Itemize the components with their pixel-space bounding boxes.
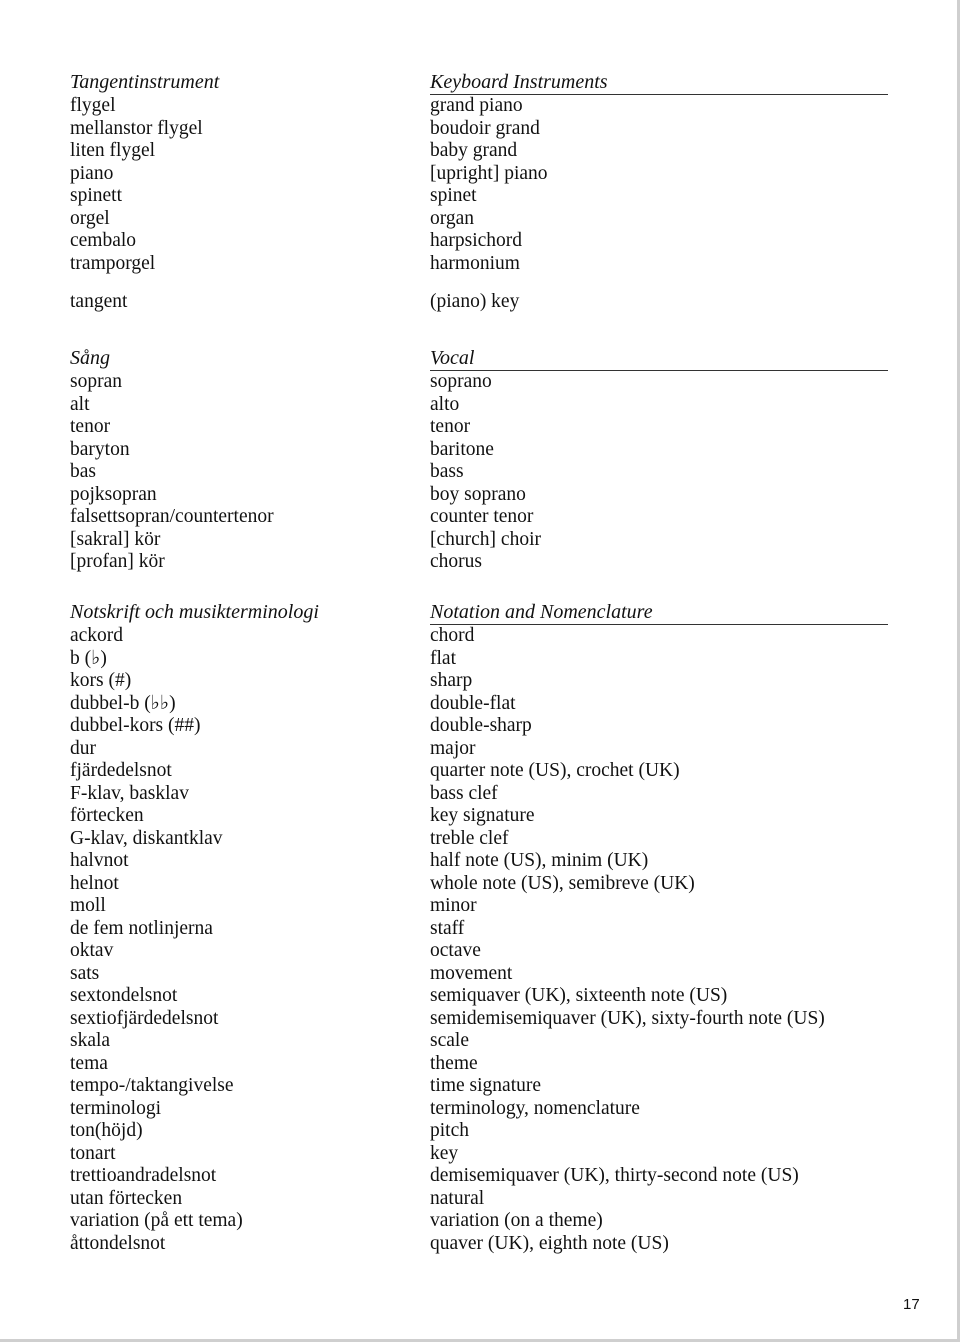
term-swedish: ton(höjd) [70, 1120, 143, 1141]
term-swedish: tenor [70, 416, 111, 437]
term-swedish: tonart [70, 1142, 116, 1164]
term-english: semidemisemiquaver (UK), sixty-fourth note (US) [430, 1007, 825, 1029]
term-row [0, 625, 960, 648]
term-swedish: variation (på ett tema) [70, 1210, 243, 1231]
section-keyboard [0, 69, 960, 314]
term-row [0, 1008, 960, 1031]
term-row [0, 439, 960, 462]
term-swedish: kors (#) [70, 670, 132, 691]
term-row-extra [0, 291, 960, 314]
term-english: tenor [430, 416, 471, 437]
term-english: alto [430, 393, 460, 415]
term-english: soprano [430, 371, 492, 392]
term-row [0, 940, 960, 963]
heading-swedish: Notskrift och musikterminologi [70, 601, 319, 623]
term-swedish: spinett [70, 185, 122, 206]
term-swedish: oktav [70, 940, 114, 961]
term-english: scale [430, 1030, 469, 1051]
term-swedish: orgel [70, 207, 110, 229]
term-english: variation (on a theme) [430, 1210, 603, 1231]
term-swedish: sopran [70, 371, 122, 392]
term-english: time signature [430, 1075, 542, 1096]
term-row [0, 118, 960, 141]
term-english: counter tenor [430, 506, 534, 527]
term-english: terminology, nomenclature [430, 1097, 640, 1119]
term-row [0, 394, 960, 417]
term-row [0, 253, 960, 276]
term-swedish: [sakral] kör [70, 528, 161, 550]
heading-swedish: Sång [70, 347, 110, 369]
term-row [0, 783, 960, 806]
term-english: organ [430, 207, 475, 229]
term-row [0, 850, 960, 873]
term-english: sharp [430, 670, 473, 691]
term-swedish: terminologi [70, 1097, 161, 1119]
term-swedish: alt [70, 393, 90, 415]
term-row [0, 1053, 960, 1076]
term-row [0, 506, 960, 529]
term-row [0, 208, 960, 231]
term-swedish: pojksopran [70, 483, 157, 505]
term-english: staff [430, 917, 465, 939]
term-english: spinet [430, 185, 477, 206]
term-swedish: tema [70, 1052, 108, 1074]
term-row [0, 1233, 960, 1256]
term-row [0, 1143, 960, 1166]
term-english: movement [430, 962, 513, 984]
heading-english: Notation and Nomenclature [430, 601, 653, 623]
term-row [0, 1098, 960, 1121]
term-english: baby grand [430, 140, 518, 161]
term-row [0, 484, 960, 507]
term-row [0, 918, 960, 941]
term-list [0, 95, 960, 275]
term-row [0, 551, 960, 574]
term-row [0, 1188, 960, 1211]
term-swedish: dubbel-b (♭♭) [70, 692, 176, 714]
term-swedish: sats [70, 962, 100, 984]
term-swedish: halvnot [70, 850, 129, 871]
term-english: flat [430, 647, 456, 669]
term-swedish: fjärdedelsnot [70, 760, 172, 781]
term-swedish: helnot [70, 872, 119, 894]
term-english: double-flat [430, 692, 516, 714]
term-swedish: tangent [70, 291, 128, 312]
term-row [0, 416, 960, 439]
term-english: semiquaver (UK), sixteenth note (US) [430, 985, 728, 1006]
term-swedish: sextiofjärdedelsnot [70, 1007, 219, 1029]
term-english: pitch [430, 1120, 469, 1141]
heading-english: Keyboard Instruments [430, 71, 608, 93]
term-row [0, 985, 960, 1008]
term-swedish: cembalo [70, 230, 137, 251]
term-swedish: mellanstor flygel [70, 117, 203, 139]
term-swedish: tramporgel [70, 252, 156, 274]
term-row [0, 1075, 960, 1098]
term-swedish: sextondelsnot [70, 985, 178, 1006]
term-row [0, 715, 960, 738]
term-swedish: skala [70, 1030, 111, 1051]
term-english: bass [430, 461, 464, 482]
term-row [0, 163, 960, 186]
term-english: octave [430, 940, 481, 961]
term-swedish: F-klav, basklav [70, 782, 189, 804]
term-swedish: dubbel-kors (##) [70, 715, 201, 736]
term-swedish: falsettsopran/countertenor [70, 506, 274, 527]
term-row [0, 529, 960, 552]
term-english: grand piano [430, 95, 523, 116]
term-english: treble clef [430, 827, 509, 849]
term-row [0, 760, 960, 783]
term-english: chorus [430, 551, 482, 572]
term-row [0, 1120, 960, 1143]
term-swedish: [profan] kör [70, 551, 165, 572]
term-swedish: piano [70, 162, 114, 184]
term-english: natural [430, 1187, 485, 1209]
term-english: half note (US), minim (UK) [430, 850, 649, 871]
term-row [0, 828, 960, 851]
term-english: double-sharp [430, 715, 532, 736]
term-swedish: flygel [70, 95, 116, 116]
term-english: baritone [430, 438, 494, 460]
term-row [0, 895, 960, 918]
term-list [0, 625, 960, 1255]
term-row [0, 648, 960, 671]
term-english: [upright] piano [430, 162, 548, 184]
term-english: key [430, 1142, 459, 1164]
term-english: theme [430, 1052, 478, 1074]
term-row [0, 738, 960, 761]
term-english: whole note (US), semibreve (UK) [430, 872, 695, 894]
term-row [0, 140, 960, 163]
term-row [0, 371, 960, 394]
section-header [0, 345, 960, 371]
term-english: quaver (UK), eighth note (US) [430, 1232, 669, 1254]
term-english: harpsichord [430, 230, 523, 251]
term-row [0, 1030, 960, 1053]
term-swedish: förtecken [70, 805, 144, 826]
term-english: bass clef [430, 782, 498, 804]
section-notation [0, 599, 960, 1255]
term-row [0, 805, 960, 828]
heading-swedish: Tangentinstrument [70, 71, 220, 93]
term-row [0, 95, 960, 118]
term-row [0, 1210, 960, 1233]
term-swedish: de fem notlinjerna [70, 917, 213, 939]
term-row [0, 230, 960, 253]
term-row [0, 873, 960, 896]
term-row [0, 670, 960, 693]
term-english: chord [430, 625, 475, 646]
term-english: (piano) key [430, 291, 520, 312]
heading-english: Vocal [430, 347, 475, 369]
page-number: 17 [903, 1296, 920, 1313]
term-row [0, 963, 960, 986]
section-vocal [0, 345, 960, 574]
term-swedish: dur [70, 737, 96, 759]
term-row [0, 1165, 960, 1188]
section-header [0, 599, 960, 625]
term-swedish: G-klav, diskantklav [70, 827, 223, 849]
term-row [0, 461, 960, 484]
term-list [0, 371, 960, 574]
term-swedish: åttondelsnot [70, 1232, 166, 1254]
term-swedish: tempo-/taktangivelse [70, 1075, 234, 1096]
term-row [0, 185, 960, 208]
section-header [0, 69, 960, 95]
term-english: demisemiquaver (UK), thirty-second note (US) [430, 1165, 799, 1186]
term-english: boudoir grand [430, 117, 540, 139]
term-swedish: ackord [70, 625, 124, 646]
term-english: quarter note (US), crochet (UK) [430, 760, 680, 781]
term-swedish: b (♭) [70, 647, 107, 669]
term-english: minor [430, 895, 477, 916]
term-swedish: liten flygel [70, 140, 156, 161]
term-english: [church] choir [430, 528, 541, 550]
term-swedish: bas [70, 461, 96, 482]
term-english: major [430, 737, 476, 759]
term-english: boy soprano [430, 483, 526, 505]
term-swedish: utan förtecken [70, 1187, 183, 1209]
term-swedish: moll [70, 895, 106, 916]
term-swedish: trettioandradelsnot [70, 1165, 217, 1186]
term-english: key signature [430, 805, 535, 826]
term-english: harmonium [430, 252, 520, 274]
term-swedish: baryton [70, 438, 130, 460]
term-row [0, 693, 960, 716]
